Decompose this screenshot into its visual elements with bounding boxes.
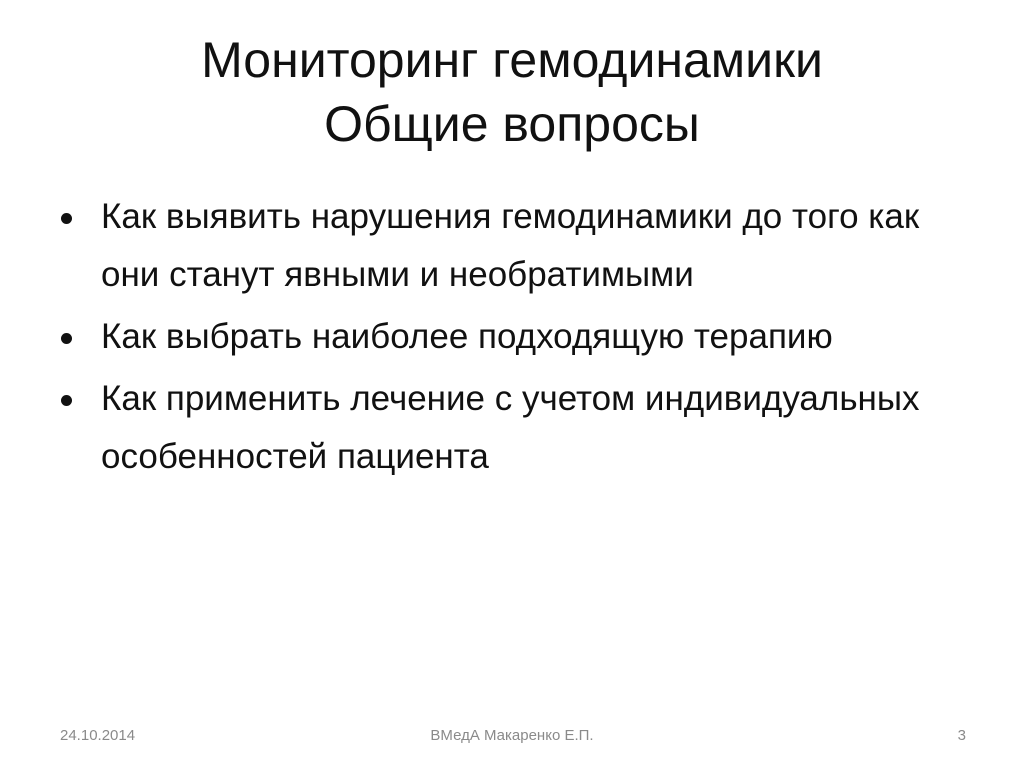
bullet-icon — [61, 213, 72, 224]
bullet-icon — [61, 395, 72, 406]
bullet-list — [58, 188, 958, 486]
slide-title — [60, 28, 964, 156]
bullet-item — [58, 308, 958, 366]
footer-author: ВМедА Макаренко Е.П. — [430, 727, 594, 744]
title-line-2: Общие вопросы — [324, 96, 700, 152]
bullet-text: Как выбрать наиболее подходящую терапию — [101, 317, 833, 356]
bullet-text: Как выявить нарушения гемодинамики до того как они станут явными и необратимыми — [101, 197, 920, 294]
footer-date: 24.10.2014 — [60, 727, 136, 744]
bullet-text: Как применить лечение с учетом индивидуальных особенностей пациента — [101, 379, 920, 476]
bullet-item — [58, 188, 958, 304]
bullet-item — [58, 370, 958, 486]
footer-page-number: 3 — [957, 727, 966, 744]
title-line-1: Мониторинг гемодинамики — [201, 32, 823, 88]
bullet-icon — [61, 333, 72, 344]
